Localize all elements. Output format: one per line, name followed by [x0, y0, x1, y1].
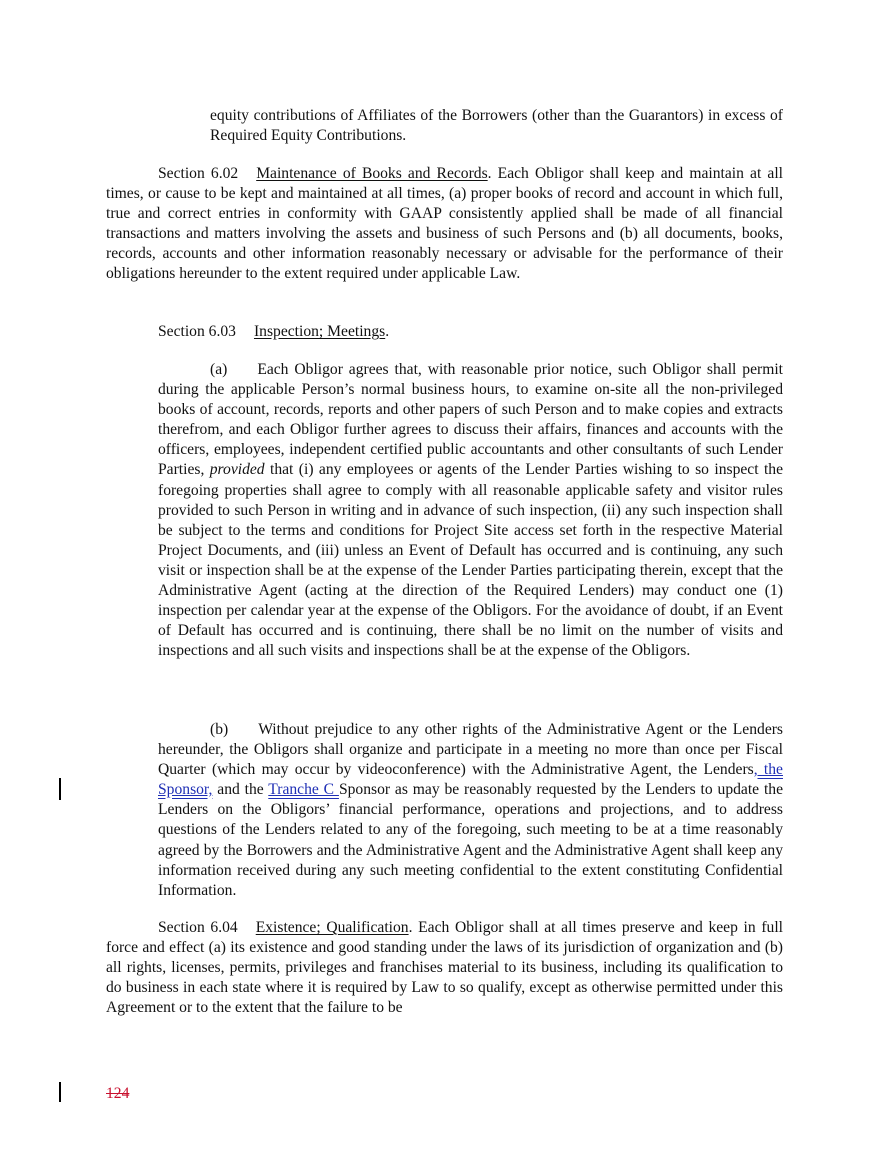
- continuation-paragraph: equity contributions of Affiliates of the Borrowers (other than the Guarantors) in excess of Required Equity Contributions.: [210, 107, 783, 145]
- clause-a-body-1: Each Obligor agrees that, with reasonable prior notice, such Obligor shall permit during the applicable Person’s normal business hours, to examine on-site all the non-privileged books of account, records, reports and other papers of such Person and to make copies and extracts therefrom, and each Obligor further agrees to discuss their affairs, finances and accounts with the officers, employees, independent certified public accountants and other consultants of such Lender Parties,: [158, 361, 783, 479]
- section-6-03-number: Section 6.03: [158, 323, 236, 340]
- section-6-03-title: Inspection; Meetings: [253, 323, 386, 340]
- section-6-02-body: . Each Obligor shall keep and maintain at all times, or cause to be kept and maintained at all times, (a) proper books of record and account in which full, true and correct entries in conformity with GAAP consistently applied shall be made of all financial transactions and matters involving the assets and business of such Persons and (b) all documents, books, records, accounts and other information reasonably necessary or advisable for the performance of their obligations hereunder to the extent required under applicable Law.: [106, 165, 783, 283]
- clause-b-body-3: Sponsor as may be reasonably requested by the Lenders to update the Lenders on the Obligors’ financial performance, operations and projections, and to address questions of the Lenders related to any of the foregoing, such meeting to be at a time reasonably agreed by the Borrowers and the Administrative Agent and the Administrative Agent shall keep any information received during any such meeting confidential to the extent constituting Confidential Information.: [158, 781, 783, 899]
- page-number: 124: [106, 1085, 130, 1102]
- section-6-02-paragraph: [106, 164, 783, 285]
- section-6-03-a-paragraph: [158, 360, 783, 661]
- change-bar-clause-b: [59, 778, 61, 800]
- section-6-03-b-paragraph: [158, 720, 783, 901]
- section-6-04-number: Section 6.04: [158, 919, 238, 936]
- section-6-03-heading: [106, 322, 783, 342]
- section-6-04-title: Existence; Qualification: [255, 919, 409, 936]
- inserted-text-tranche-c: Tranche C: [268, 781, 339, 799]
- clause-b-label: (b): [210, 721, 229, 738]
- section-6-02-number: Section 6.02: [158, 165, 239, 182]
- clause-a-label: (a): [210, 361, 228, 378]
- clause-a-body-2: that (i) any employees or agents of the Lender Parties wishing to so inspect the foregoing properties shall agree to comply with all reasonable applicable safety and visitor rules provided to such Person in writing and in advance of such inspection, (ii) any such inspection shall be subject to the terms and conditions for Project Site access set forth in the respective Material Project Documents, and (iii) unless an Event of Default has occurred and is continuing, any such visit or inspection shall be at the expense of the Lender Parties participating therein, except that the Administrative Agent (acting at the direction of the Required Lenders) may conduct one (1) inspection per calendar year at the expense of the Obligors. For the avoidance of doubt, if an Event of Default has occurred and is continuing, there shall be no limit on the number of visits and inspections and all such visits and inspections shall be at the expense of the Obligors.: [158, 461, 783, 660]
- inserted-text-sponsor: , the Sponsor,: [158, 761, 783, 799]
- change-bar-page-number: [59, 1082, 61, 1102]
- clause-b-body-2: and the: [212, 781, 269, 799]
- section-6-02-title: Maintenance of Books and Records: [256, 165, 488, 182]
- clause-b-body-1: Without prejudice to any other rights of the Administrative Agent or the Lenders hereunder, the Obligors shall organize and participate in a meeting no more than once per Fiscal Quarter (which may occur by videoconference) with the Administrative Agent, the Lenders: [158, 721, 783, 779]
- clause-a-provided: provided: [209, 461, 265, 479]
- section-6-04-paragraph: [106, 918, 783, 1018]
- section-6-04-body: . Each Obligor shall at all times preserve and keep in full force and effect (a) its existence and good standing under the laws of its jurisdiction of organization and (b) all rights, licenses, permits, privileges and franchises material to its business, including its qualification to do business in each state where it is required by Law to so qualify, except as otherwise permitted under this Agreement or to the extent that the failure to be: [106, 919, 783, 1017]
- section-6-03-title-end: .: [385, 323, 390, 340]
